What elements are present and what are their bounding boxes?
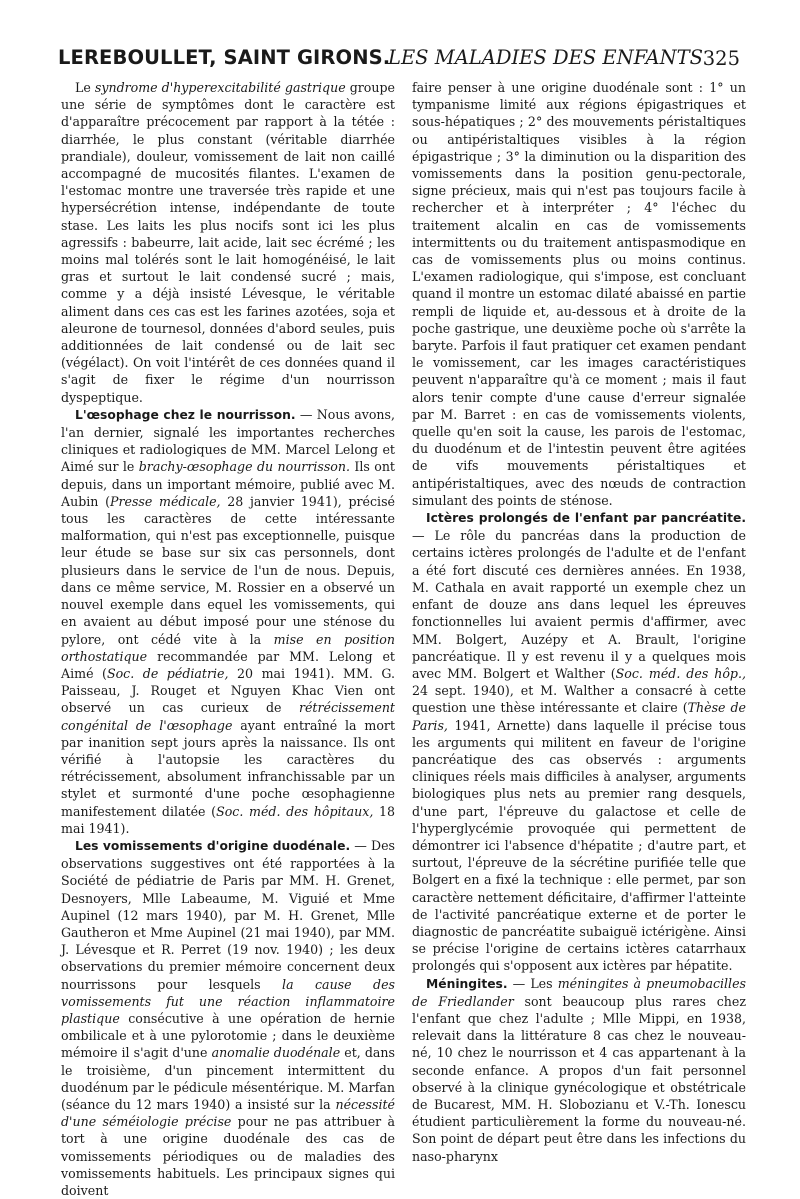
text-run: Ils ont depuis, dans un important mémoire, publié avec M. Aubin ( bbox=[61, 459, 395, 509]
emphasis: anomalie duodénale bbox=[211, 1045, 341, 1061]
right-column bbox=[412, 79, 747, 1164]
text-run: — Le rôle du pancréas dans la production de certains ictères prolongés de l'adulte et de l'enfant a été fort discuté ces dernières années. En 1938, M. Cathala en avait rapporté un exemple chez un enfant de douze ans dans lequel les épreuves fonctionnelles lui avaient permis d'affirmer, avec MM. Bolgert, Auzépy et A. Brault, l'origine pancréatique. Il y est revenu il y a quelques mois avec MM. Bolgert et Walther ( bbox=[412, 528, 746, 681]
emphasis: brachy-œsophage du nourrisson. bbox=[138, 459, 350, 475]
emphasis: rétrécissement congénital de l'œsophage bbox=[61, 700, 395, 733]
left-column bbox=[61, 79, 396, 1198]
header-title: LES MALADIES DES ENFANTS bbox=[388, 46, 704, 69]
emphasis: la cause des vomissements fut une réaction inflammatoire plastique bbox=[61, 976, 395, 1026]
section-heading-duodenal: Les vomissements d'origine duodénale. bbox=[75, 838, 351, 853]
paragraph-duodenal-vomiting bbox=[61, 837, 395, 1199]
section-heading-icterus: Ictères prolongés de l'enfant par pancréatite. bbox=[426, 511, 746, 526]
paragraph-icterus bbox=[412, 509, 746, 974]
text-run: groupe une série de symptômes dont le caractère est d'apparaître précocement par rapport à la tétée : diarrhée, le plus constant (véritable diarrhée prandiale), douleur, vomissement de lait non caillé accompagné de mucosités filantes. L'examen de l'estomac montre une traversée très rapide et une hypersécrétion intense, indépendante de toute stase. Les laits les plus nocifs sont ici les plus agressifs : babeurre, lait acide, lait sec écrémé ; les moins mal tolérés sont le lait homogénéisé, le lait gras et surtout le lait condensé sucré ; mais, comme y a déjà insisté Lévesque, le véritable aliment dans ces cas est les farines azotées, soja et aleurone de tournesol, données d'abord seules, puis additionnées de lait condensé ou de lait sec (végélact). On voit l'intérêt de ces données quand il s'agit de fixer le régime d'un nourrisson dyspeptique. bbox=[61, 80, 395, 405]
header-authors: LEREBOULLET, SAINT GIRONS. bbox=[58, 46, 391, 69]
text-run: consécutive à une opération de hernie ombilicale et à une pylorotomie ; dans le deuxième mémoire il s'agit d'une bbox=[61, 1010, 395, 1061]
emphasis: Presse médicale, bbox=[110, 493, 221, 509]
text-run: 20 mai 1941). MM. G. Paisseau, J. Rouget et Nguyen Khac Vien ont observé un cas curieux de bbox=[61, 665, 395, 716]
text-run: faire penser à une origine duodénale sont : 1° un tympanisme limité aux régions épigastriques et sous-hépatiques ; 2° des mouvements péristaltiques ou antipéristaltiques visibles à la région épigastrique ; 3° la diminution ou la disparition des vomissements dans la position genu-pectorale, signe précieux, mais qui n'est pas toujours facile à rechercher et à interpréter ; 4° l'échec du traitement alcalin en cas de vomissements intermittents ou du traitement antispasmodique en cas de vomissements plus ou moins continus. L'examen radiologique, qui s'impose, est concluant quand il montre un estomac dilaté abaissé en partie rempli de liquide et, au-dessous et à droite de la poche gastrique, une deuxième poche où s'arrête la baryte. Parfois il faut pratiquer cet examen pendant le vomissement, car les images caractéristiques peuvent n'apparaître qu'à ce moment ; mais il faut alors tenir compte d'une cause d'erreur signalée par M. Barret : en cas de vomissements violents, quelle qu'en soit la cause, les parois de l'estomac, du duodénum et de l'intestin peuvent être agitées de vifs mouvements péristaltiques et antipéristaltiques, avec des nœuds de contraction simulant des points de sténose. bbox=[412, 80, 746, 508]
text-run: Le bbox=[75, 80, 95, 95]
text-run: pour ne pas attribuer à tort à une origine duodénale des cas de vomissements périodiques ou de maladies des vomissements habituels. Les principaux signes qui doivent bbox=[61, 1114, 395, 1198]
emphasis: Soc. méd. des hôp., bbox=[615, 665, 747, 681]
text-run: 18 mai 1941). bbox=[61, 803, 396, 836]
emphasis: Soc. de pédiatrie, bbox=[106, 665, 229, 681]
page-number: 325 bbox=[702, 47, 740, 70]
paragraph-oesophagus bbox=[61, 406, 395, 837]
emphasis: mise en position orthostatique bbox=[61, 631, 395, 664]
running-header bbox=[58, 44, 740, 76]
section-heading-oesophagus: L'œsophage chez le nourrisson. bbox=[75, 407, 296, 422]
text-run: ayant entraîné la mort par inanition sept jours après la naissance. Ils ont vérifié à l'autopsie les caractères du rétrécissement, absolument infranchissable par un stylet et surmonté d'une poche œsophagienne manifestement dilatée ( bbox=[61, 717, 396, 819]
emphasis: Soc. méd. des hôpitaux, bbox=[216, 803, 374, 819]
text-run: — Des observations suggestives ont été rapportées à la Société de pédiatrie de Paris par MM. H. Grenet, Desnoyers, Mlle Labeaume, M. Viguié et Mme Aupinel (12 mars 1940), par M. H. Grenet, Mlle Gautheron et Mme Aupinel (21 mai 1940), par MM. J. Lévesque et R. Perret (19 nov. 1940) ; les deux observations du premier mémoire concernent deux nourrissons pour lesquels bbox=[61, 837, 395, 992]
paragraph-duodenal-signs bbox=[412, 79, 746, 509]
text-run: recommandée par MM. Lelong et Aimé ( bbox=[61, 648, 395, 681]
section-heading-meningitis: Méningites. bbox=[426, 976, 508, 991]
text-run: 1941, Arnette) dans laquelle il précise tous les arguments qui militent en faveur de l'origine pancréatique des cas observés : arguments cliniques réels mais difficiles à analyser, arguments biologiques plus nets au premier rang desquels, d'une part, l'épreuve du galactose et celle de l'hyperglycémie provoquée qui permettent de démontrer ici l'absence d'hépatite ; d'autre part, et surtout, l'épreuve de la sécrétine purifiée telle que Bolgert en a fixé la technique : elle permet, par son caractère nettement déficitaire, d'affirmer l'atteinte de l'activité pancréatique externe et de porter le diagnostic de pancréatite subaiguë ictérigène. Ainsi se précise l'origine de certains ictères catarrhaux prolongés qui s'opposent aux ictères par hépatite. bbox=[412, 717, 746, 974]
emphasis: méningites à pneumobacilles de Friedlander bbox=[412, 975, 746, 1009]
text-run: sont beaucoup plus rares chez l'enfant que chez l'adulte ; Mlle Mippi, en 1938, relevait dans la littérature 8 cas chez le nouveau-né, 10 chez le nourrisson et 4 cas appartenant à la seconde enfance. A propos d'un fait personnel observé à la clinique gynécologique et obstétricale de Bucarest, MM. H. Slobozianu et V.-Th. Ionescu étudient particulièrement la forme du nouveau-né. Son point de départ peut être dans les infections du naso-pharynx bbox=[412, 993, 746, 1164]
text-run: 24 sept. 1940), et M. Walther a consacré à cette question une thèse intéressante et claire ( bbox=[412, 683, 746, 716]
emphasis: nécessité d'une séméiologie précise bbox=[61, 1096, 395, 1130]
text-run: et, dans le troisième, d'un pincement intermittent du duodénum par le pédicule mésentérique. M. Marfan (séance du 12 mars 1940) a insisté sur la bbox=[61, 1045, 395, 1112]
emphasis: Thèse de Paris, bbox=[412, 700, 746, 733]
emphasis: syndrome d'hyperexcitabilité gastrique bbox=[94, 80, 346, 95]
text-run: — Nous avons, l'an dernier, signalé les importantes recherches cliniques et radiologiques de MM. Marcel Lelong et Aimé sur le bbox=[61, 406, 396, 475]
text-run: — Les bbox=[507, 975, 558, 991]
text-run: 28 janvier 1941), précisé tous les caractères de cette intéressante malformation, qui n'est pas exceptionnelle, puisque leur étude se base sur six cas personnels, dont plusieurs dans le service de l'un de nous. Depuis, dans ce même service, M. Rossier en a observé un nouvel exemple dans equel les vomissements, qui en avaient au début imposé pour une sténose du pylore, ont cédé vite à la bbox=[61, 493, 395, 647]
paragraph-gastric-hyperexcitability bbox=[61, 79, 395, 406]
paragraph-meningitis bbox=[412, 975, 746, 1165]
